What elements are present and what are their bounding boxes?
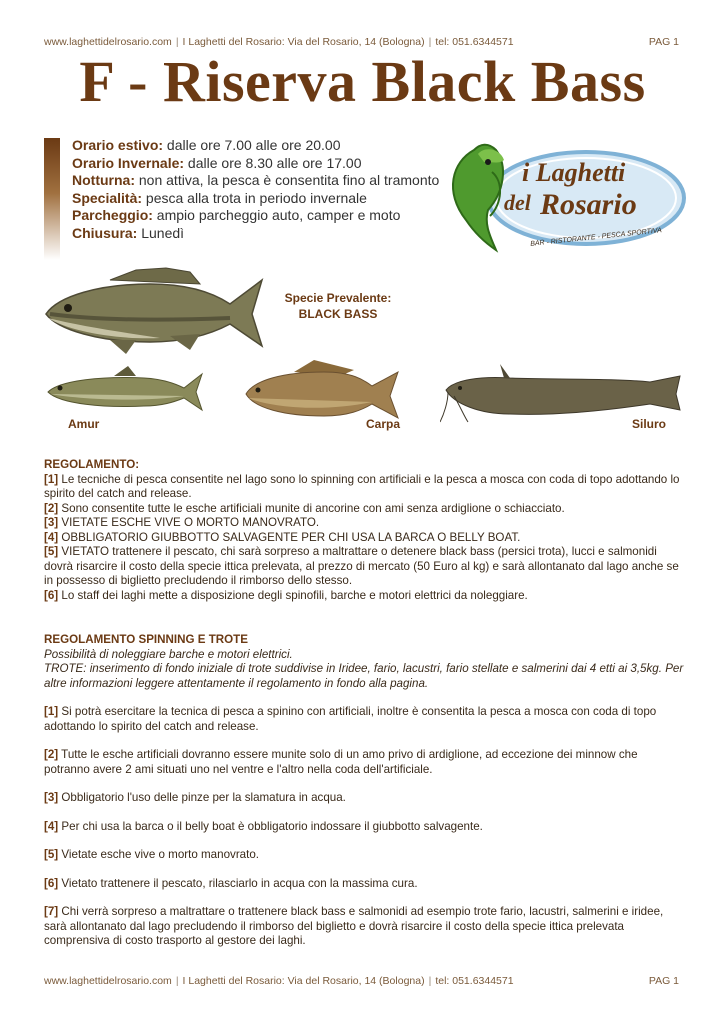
carpa-image bbox=[244, 358, 400, 424]
species-main: BLACK BASS bbox=[298, 307, 378, 321]
carpa-fish-icon bbox=[244, 358, 400, 424]
info-block bbox=[72, 137, 439, 243]
footer-website-link[interactable]: www.laghettidelrosario.com bbox=[44, 975, 172, 987]
species-heading: Specie Prevalente: bbox=[284, 291, 392, 305]
label-amur: Amur bbox=[68, 417, 100, 431]
footer-page-number: PAG 1 bbox=[648, 975, 679, 987]
page-footer: www.laghettidelrosario.com | I Laghetti del Rosario: Via del Rosario, 14 (Bologna) | tel: 051.6344571 bbox=[44, 975, 514, 987]
info-night: Notturna: non attiva, la pesca è consentita fino al tramonto bbox=[72, 172, 440, 189]
siluro-image bbox=[440, 362, 684, 424]
logo-line3: Rosario bbox=[540, 188, 637, 221]
footer-phone: tel: 051.6344571 bbox=[435, 975, 514, 987]
spin-rule-7: [7] Chi verrà sorpreso a maltrattare o trattenere black bass e salmonidi ad esempio trote fario, lacustri, salmerini e iridee, sarà allontanato dal lago precludendo il rimborso del biglietto e dovrà risarcire il costo della specie ittica prelevata comprensiva di costo trasporto al gestore dei laghi. bbox=[44, 905, 664, 947]
laghetti-logo bbox=[444, 132, 689, 258]
rule-3: [3] VIETATE ESCHE VIVE O MORTO MANOVRATO. bbox=[44, 516, 320, 529]
black-bass-fish-icon bbox=[40, 266, 268, 358]
logo-line2: del bbox=[504, 190, 531, 215]
spin-rule-6: [6] Vietato trattenere il pescato, rilasciarlo in acqua con la massima cura. bbox=[44, 876, 418, 890]
page-title: F - Riserva Black Bass bbox=[79, 49, 646, 114]
page-header: www.laghettidelrosario.com | I Laghetti del Rosario: Via del Rosario, 14 (Bologna) | tel: 051.6344571 bbox=[44, 36, 514, 48]
spin-rule-1: [1] Si potrà esercitare la tecnica di pesca a spinino con artificiali, inoltre è consentita la pesca a mosca con coda di topo adottando lo spirito del catch and release. bbox=[44, 705, 657, 733]
footer-address: I Laghetti del Rosario: Via del Rosario, 14 (Bologna) bbox=[182, 975, 425, 987]
rule-4: [4] OBBLIGATORIO GIUBBOTTO SALVAGENTE PER CHI USA LA BARCA O BELLY BOAT. bbox=[44, 530, 521, 544]
info-closing: Chiusura: Lunedì bbox=[72, 224, 185, 241]
rule-1: [1] Le tecniche di pesca consentite nel lago sono lo spinning con artificiali e la pesca a mosca con coda di topo adottando lo spirito del catch and release. bbox=[44, 472, 680, 500]
amur-fish-icon bbox=[44, 364, 204, 416]
page-number: PAG 1 bbox=[648, 36, 679, 48]
rule-2: [2] Sono consentite tutte le esche artificiali munite di ancorine con ami senza ardiglione o schiacciato. bbox=[44, 501, 565, 515]
info-accent-bar bbox=[44, 138, 60, 260]
header-phone: tel: 051.6344571 bbox=[435, 36, 514, 48]
spin-rule-3: [3] Obbligatorio l'uso delle pinze per la slamatura in acqua. bbox=[44, 791, 346, 804]
regolamento-section bbox=[44, 458, 684, 603]
label-carpa: Carpa bbox=[366, 417, 401, 431]
siluro-fish-icon bbox=[440, 362, 684, 424]
spinning-note-trout: TROTE: inserimento di fondo iniziale di trote suddivise in Iridee, fario, lacustri, fario stellate e salmerini dai 4 etti ai 3,5kg. Per altre informazioni leggere attentamente il regolamento in fondo alla pagina. bbox=[44, 662, 684, 690]
spin-rule-2: [2] Tutte le esche artificiali dovranno essere munite solo di un amo privo di ardiglione, ad eccezione dei minnow che potranno avere 2 ami situati uno nel ventre e l'altro nella coda dell'artificiale. bbox=[44, 748, 638, 776]
info-parking: Parcheggio: ampio parcheggio auto, camper e moto bbox=[72, 207, 401, 224]
spinning-note-boats: Possibilità di noleggiare barche e motori elettrici. bbox=[44, 647, 293, 661]
amur-image bbox=[44, 364, 204, 416]
rule-5: [5] VIETATO trattenere il pescato, chi sarà sorpreso a maltrattare o detenere black bass (persici trota), lucci e salmonidi dovrà risarcire il costo della specie ittica prelevata, al prezzo di mercato (50 Euro al kg) e sarà allontanato dal lago anche se in possesso di biglietto precludendo il rimborso dello stesso. bbox=[44, 545, 679, 587]
logo-tagline: BAR - RISTORANTE - PESCA SPORTIVA bbox=[529, 227, 663, 248]
rule-6: [6] Lo staff dei laghi mette a disposizione degli spinofili, barche e motori elettrici da noleggiare. bbox=[44, 588, 528, 602]
logo-line1: i Laghetti bbox=[522, 158, 626, 187]
info-specialty: Specialità: pesca alla trota in periodo invernale bbox=[72, 189, 367, 206]
spinning-heading: REGOLAMENTO SPINNING E TROTE bbox=[44, 633, 248, 646]
label-siluro: Siluro bbox=[632, 417, 667, 431]
header-address: I Laghetti del Rosario: Via del Rosario, 14 (Bologna) bbox=[182, 36, 425, 48]
info-winter-hours: Orario Invernale: dalle ore 8.30 alle ore 17.00 bbox=[72, 154, 362, 171]
website-link[interactable]: www.laghettidelrosario.com bbox=[44, 36, 172, 48]
spinning-section bbox=[44, 633, 684, 949]
spin-rule-5: [5] Vietate esche vive o morto manovrato. bbox=[44, 848, 260, 861]
spin-rule-4: [4] Per chi usa la barca o il belly boat è obbligatorio indossare il giubbotto salvagente. bbox=[44, 819, 483, 833]
info-summer-hours: Orario estivo: dalle ore 7.00 alle ore 20.00 bbox=[72, 137, 341, 153]
regolamento-heading: REGOLAMENTO: bbox=[44, 458, 140, 471]
black-bass-image bbox=[40, 266, 268, 358]
